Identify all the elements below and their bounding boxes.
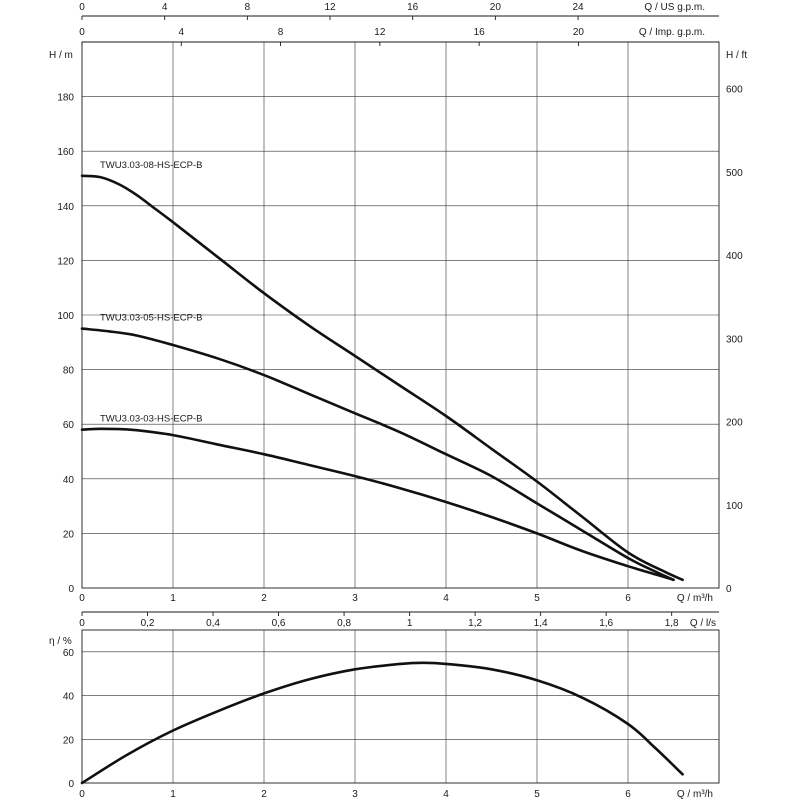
flow-axis-label-upper: Q / m³/h <box>676 593 713 604</box>
head-ft-tick-label: 0 <box>726 584 732 595</box>
ls-tick-label: 0,6 <box>271 618 286 629</box>
flow-m3h-tick-label: 0 <box>79 593 85 604</box>
imp-gpm-tick-label: 8 <box>277 27 284 38</box>
flow-m3h-tick-label-lower: 0 <box>79 789 85 800</box>
ls-tick-label: 0,8 <box>337 618 352 629</box>
efficiency-curve-line <box>82 663 683 783</box>
flow-m3h-tick-label: 5 <box>534 593 540 604</box>
head-ft-tick-label: 500 <box>726 167 743 179</box>
head-ft-tick-label: 300 <box>726 334 743 346</box>
ls-tick-label: 1,6 <box>599 618 614 629</box>
imp-gpm-tick-label: 20 <box>572 27 584 38</box>
efficiency-tick-label: 0 <box>68 779 74 790</box>
us-gpm-tick-label: 8 <box>244 2 251 13</box>
ls-tick-label: 1,4 <box>533 618 548 629</box>
ls-tick-label: 1 <box>406 618 413 629</box>
head-m-tick-label: 20 <box>62 529 74 541</box>
efficiency-chart-frame <box>82 630 719 783</box>
imp-gpm-tick-label: 0 <box>79 27 85 38</box>
flow-m3h-tick-label-lower: 6 <box>625 789 631 800</box>
head-curve-label: TWU3.03-08-HS-ECP-B <box>100 159 203 171</box>
flow-m3h-tick-label-lower: 4 <box>443 789 449 800</box>
flow-m3h-tick-label-lower: 2 <box>261 789 267 800</box>
head-m-tick-label: 140 <box>57 201 74 213</box>
efficiency-curves <box>82 663 683 783</box>
ls-axis <box>82 612 719 629</box>
imp-gpm-axis-label: Q / Imp. g.p.m. <box>638 27 705 38</box>
head-m-tick-label: 80 <box>62 365 74 377</box>
us-gpm-tick-label: 0 <box>79 2 85 13</box>
ls-tick-label: 0,2 <box>140 618 155 629</box>
flow-m3h-tick-label-lower: 1 <box>170 789 176 800</box>
head-m-tick-label: 180 <box>57 92 74 104</box>
efficiency-tick-label: 60 <box>62 647 74 659</box>
ls-tick-label: 0 <box>79 618 85 629</box>
head-curve-line <box>82 429 674 580</box>
us-gpm-tick-label: 12 <box>324 2 336 13</box>
head-m-tick-label: 0 <box>68 584 74 595</box>
ls-tick-label: 1,8 <box>664 618 679 629</box>
head-curve-line <box>82 329 674 580</box>
head-m-tick-label: 40 <box>62 474 74 486</box>
efficiency-chart-grid <box>82 630 719 783</box>
head-ft-tick-label: 200 <box>726 417 743 429</box>
us-gpm-tick-label: 4 <box>161 2 168 13</box>
flow-m3h-tick-label: 6 <box>625 593 631 604</box>
ls-tick-label: 0,4 <box>206 618 220 629</box>
head-curve-label: TWU3.03-03-HS-ECP-B <box>100 413 203 425</box>
flow-m3h-tick-label: 4 <box>443 593 449 604</box>
imp-gpm-tick-label: 16 <box>473 27 485 38</box>
efficiency-axis-label: η / % <box>49 636 72 647</box>
imp-gpm-tick-label: 4 <box>178 27 185 38</box>
flow-m3h-tick-label: 1 <box>170 593 176 604</box>
ls-tick-label: 1,2 <box>468 618 483 629</box>
flow-m3h-tick-label-lower: 5 <box>534 789 540 800</box>
efficiency-tick-label: 20 <box>62 735 74 747</box>
ls-axis-label: Q / l/s <box>689 618 716 629</box>
us-gpm-axis-label: Q / US g.p.m. <box>644 2 705 13</box>
us-gpm-tick-label: 24 <box>572 2 584 13</box>
head-curve-line <box>82 176 683 580</box>
flow-m3h-tick-label-lower: 3 <box>352 789 358 800</box>
head-chart <box>57 2 743 629</box>
flow-m3h-tick-label: 2 <box>261 593 267 604</box>
flow-m3h-tick-label: 3 <box>352 593 358 604</box>
head-m-tick-label: 100 <box>57 311 74 322</box>
head-m-tick-label: 160 <box>57 147 74 159</box>
head-m-tick-label: 120 <box>57 256 74 268</box>
head-ft-tick-label: 600 <box>726 84 743 96</box>
head-axis-label-right: H / ft <box>726 50 748 61</box>
us-gpm-tick-label: 20 <box>489 2 501 13</box>
efficiency-tick-label: 40 <box>62 691 74 703</box>
imp-gpm-tick-label: 12 <box>374 27 386 38</box>
head-ft-tick-label: 100 <box>726 500 743 512</box>
head-curve-label: TWU3.03-05-HS-ECP-B <box>100 312 203 324</box>
head-ft-tick-label: 400 <box>726 251 743 263</box>
flow-axis-label-lower: Q / m³/h <box>676 789 713 800</box>
us-gpm-tick-label: 16 <box>407 2 419 13</box>
head-axis-label-left: H / m <box>49 50 73 61</box>
head-m-tick-label: 60 <box>62 420 74 432</box>
efficiency-chart <box>63 630 719 800</box>
